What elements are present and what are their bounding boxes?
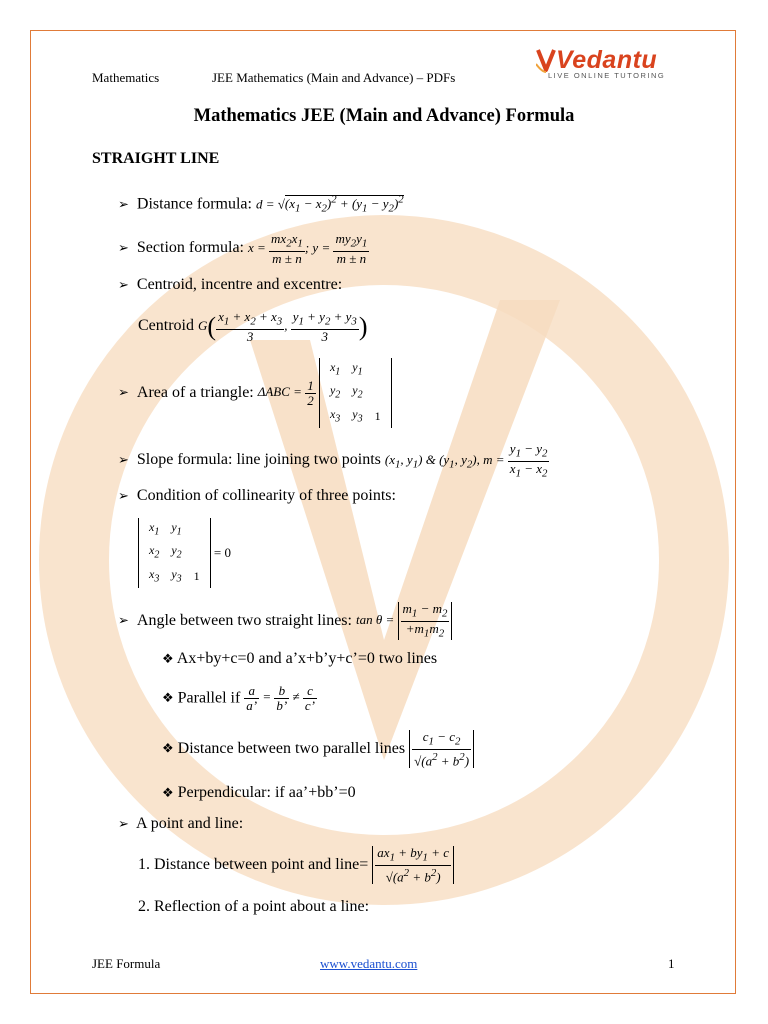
centroid-formula: G( $\frac{x_1 + x_2 + x_3}{3}$ , $\frac{y_1 + y_2 + y_3}{3}$ ) — [198, 309, 368, 344]
point-distance-label: 1. Distance between point and line= — [138, 855, 369, 873]
page-title: Mathematics JEE (Main and Advance) Formula — [193, 106, 575, 126]
logo-wordmark: Vedantu — [556, 46, 658, 74]
arrow-bullet-icon: ➢ — [118, 453, 129, 469]
two-lines-label: Ax+by+c=0 and a’x+b’y+c’=0 two lines — [176, 650, 438, 667]
slope-formula: ($x_1$, $y_1$) & ($y_1$, $y_2$), m = $\frac{y_1 - y_2}{x_1 - x_2}$ — [384, 441, 548, 480]
item-collinearity — [118, 487, 396, 505]
arrow-bullet-icon: ➢ — [118, 197, 129, 213]
area-formula: ΔABC = $\frac{1}{2}$ $x_1$ $y_1$ $y_2$ $y_2$ $x_3$ $y_3$ 1 — [258, 384, 392, 399]
item-parallel — [162, 684, 317, 713]
area-label: Area of a triangle: — [136, 384, 254, 402]
diamond-bullet-icon: ❖ — [162, 741, 174, 757]
item-perpendicular — [162, 784, 356, 802]
footer-website-link[interactable]: www.vedantu.com — [320, 956, 418, 971]
section-formula-label: Section formula: — [136, 238, 244, 256]
item-parallel-distance — [162, 730, 474, 768]
parallel-distance-formula: $\frac{c_1 - c_2}{√(a^2 + b^2)}$ — [409, 740, 474, 755]
distance-label: Distance formula: — [136, 195, 252, 213]
parallel-label: Parallel if — [177, 689, 241, 707]
section-formula: x = $\frac{mx_2x_1}{m \pm n}$ ; y = $\frac{my_2y_1}{m \pm n}$ — [248, 231, 368, 266]
item-area — [118, 358, 392, 428]
collinearity-determinant: $x_1$ $y_1$ $x_2$ $y_2$ $x_3$ $y_3$ 1 = 0 — [138, 518, 231, 588]
angle-label: Angle between two straight lines: — [136, 612, 352, 630]
item-centroid-heading — [118, 276, 342, 294]
slope-label: Slope formula: line joining two points — [136, 451, 381, 469]
footer-left: JEE Formula — [92, 956, 161, 971]
centroid-line — [138, 310, 368, 344]
arrow-bullet-icon: ➢ — [118, 240, 129, 256]
arrow-bullet-icon: ➢ — [118, 385, 129, 401]
parallel-distance-label: Distance between two parallel lines — [177, 739, 406, 757]
angle-formula: tan θ = $\frac{m_1 - m_2}{+m_1m_2}$ — [356, 612, 452, 627]
item-point-distance — [138, 846, 454, 884]
perpendicular-label: Perpendicular: if aa’+bb’=0 — [177, 784, 356, 801]
point-distance-formula: $\frac{ax_1 + by_1 + c}{√(a^2 + b^2)}$ — [372, 856, 454, 871]
section-heading: STRAIGHT LINE — [92, 150, 220, 167]
collinearity-label: Condition of collinearity of three points: — [136, 487, 396, 504]
item-slope — [118, 442, 549, 480]
diamond-bullet-icon: ❖ — [162, 691, 174, 706]
vedantu-logo — [536, 46, 668, 82]
arrow-bullet-icon: ➢ — [118, 489, 129, 504]
point-line-label: A point and line: — [136, 815, 244, 832]
item-reflection: 2. Reflection of a point about a line: — [138, 898, 370, 915]
item-angle — [118, 602, 452, 640]
diamond-bullet-icon: ❖ — [162, 786, 174, 801]
logo-tagline: LIVE ONLINE TUTORING — [548, 71, 666, 80]
item-two-lines — [162, 650, 437, 668]
header-subject: Mathematics — [92, 70, 160, 85]
distance-formula: $d = √(x_1 - x_2)^2 + (y_1 - y_2)^2$ — [255, 194, 404, 215]
diamond-bullet-icon: ❖ — [162, 652, 174, 667]
centroid-label: Centroid — [138, 316, 194, 334]
header-doc-title: JEE Mathematics (Main and Advance) – PDFs — [212, 70, 456, 85]
item-point-line — [118, 815, 243, 833]
parallel-formula: $\frac{a}{a’}$ = $\frac{b}{b’}$ ≠ $\frac{c}{c’}$ — [246, 683, 316, 713]
page-number: 1 — [668, 956, 675, 971]
arrow-bullet-icon: ➢ — [118, 817, 129, 832]
item-section-formula — [118, 232, 369, 266]
arrow-bullet-icon: ➢ — [118, 278, 129, 293]
centroid-heading-label: Centroid, incentre and excentre: — [136, 276, 343, 293]
arrow-bullet-icon: ➢ — [118, 613, 129, 629]
item-distance — [118, 194, 404, 215]
